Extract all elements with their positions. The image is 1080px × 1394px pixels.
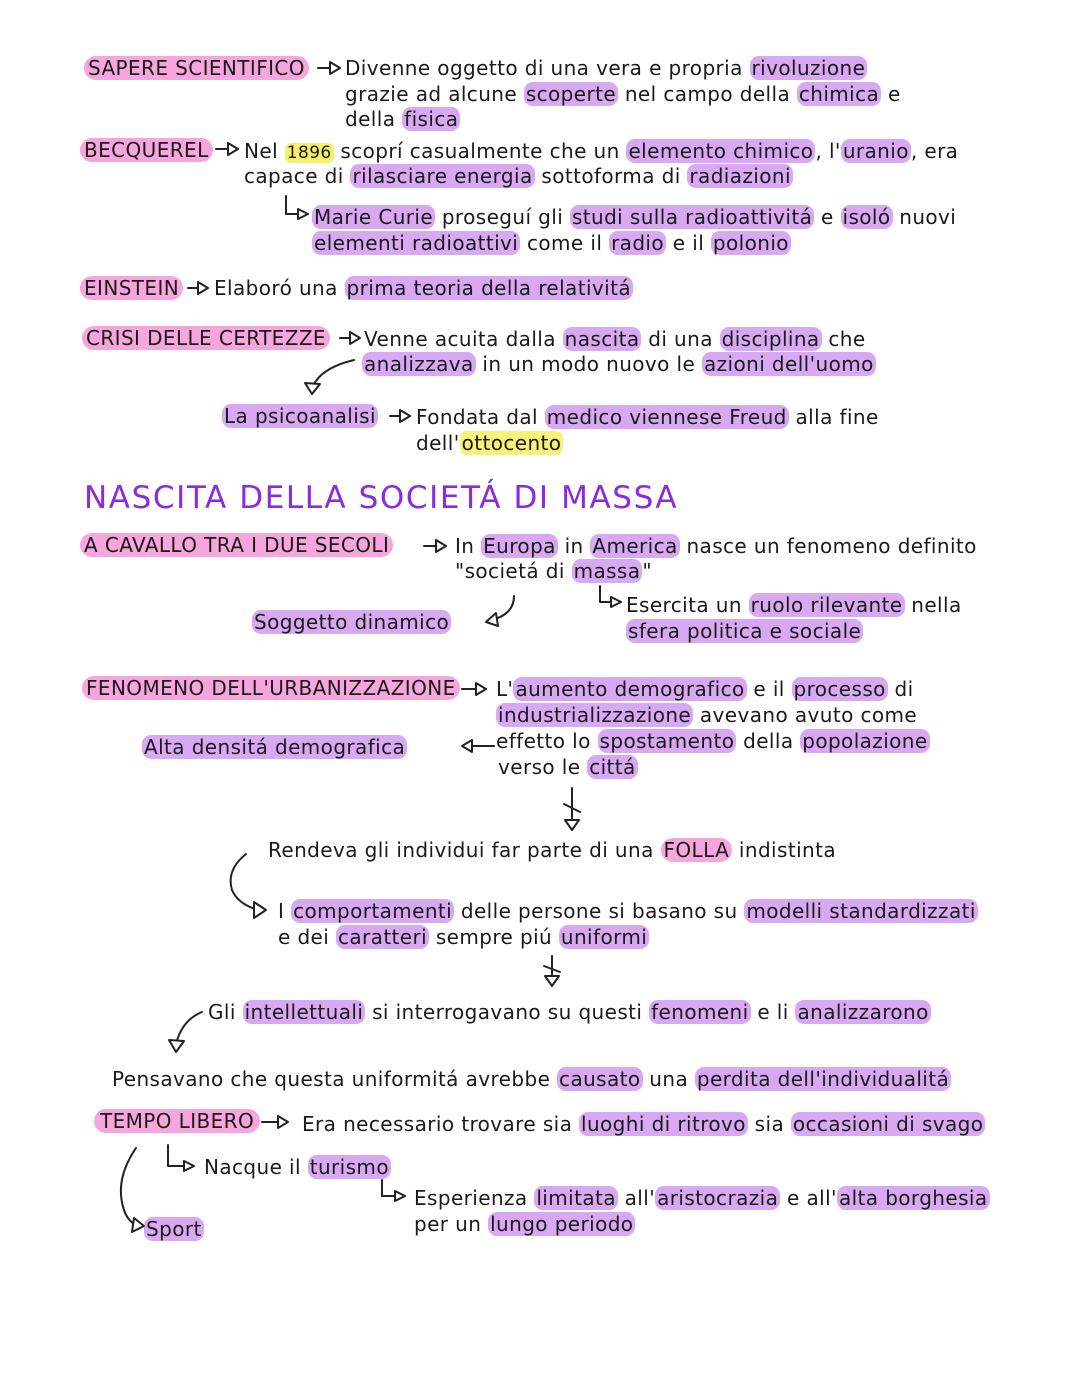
soggetto-dinamico: Soggetto dinamico — [254, 610, 450, 634]
arrow-right-icon — [262, 1116, 288, 1128]
turismo-line: Nacque il turismo — [204, 1155, 389, 1179]
arrow-right-icon — [424, 540, 446, 552]
section-title: NASCITA DELLA SOCIETÁ DI MASSA — [84, 480, 679, 516]
arrow-left-icon — [486, 596, 514, 626]
arrow-left-icon — [462, 740, 494, 752]
label-urbanizzazione: FENOMENO DELL'URBANIZZAZIONE — [82, 675, 460, 701]
curved-arrow-icon — [169, 1012, 202, 1052]
arrow-right-icon — [390, 410, 410, 422]
label-sapere-scientifico: SAPERE SCIENTIFICO — [84, 55, 309, 81]
psicoanalisi-line-2: dell' ottocento — [416, 431, 562, 455]
esperienza-line-2: per un lungo periodo — [414, 1212, 634, 1236]
hook-arrow-icon — [382, 1180, 405, 1201]
arrow-right-icon — [188, 282, 208, 294]
crisi-line-2: analizzava in un modo nuovo le azioni dell'uomo — [364, 352, 874, 376]
comportamenti-line-2: e dei caratteri sempre piú uniformi — [278, 925, 648, 949]
curved-arrow-icon — [305, 360, 354, 394]
urban-line-2: industrializzazione avevano avuto come — [498, 703, 918, 727]
urban-line-1: L' aumento demografico e il processo di — [496, 677, 914, 701]
bracket-arrow-icon — [231, 854, 266, 918]
label-becquerel: BECQUEREL — [80, 137, 213, 163]
bracket-arrow-icon — [121, 1148, 144, 1232]
arrow-right-icon — [462, 683, 486, 695]
arrow-right-icon — [216, 143, 238, 155]
crisi-line-1: Venne acuita dalla nascita di una disciplina che — [364, 327, 866, 351]
arrow-down-icon — [564, 788, 580, 830]
urban-line-3: effetto lo spostamento della popolazione — [496, 729, 928, 753]
ruolo-line-2: sfera politica e sociale — [628, 619, 862, 643]
sport-label: Sport — [146, 1217, 202, 1241]
comportamenti-line-1: I comportamenti delle persone si basano su modelli standardizzati — [278, 899, 976, 923]
arrow-down-icon — [544, 956, 560, 986]
cavallo-line-1: In Europa in America nasce un fenomeno definito — [455, 534, 977, 558]
psicoanalisi-label: La psicoanalisi — [224, 404, 376, 428]
ruolo-line-1: Esercita un ruolo rilevante nella — [626, 593, 962, 617]
arrow-right-icon — [340, 332, 360, 344]
esperienza-line-1: Esperienza limitata all' aristocrazia e all' alta borghesia — [414, 1186, 988, 1210]
hook-arrow-icon — [168, 1145, 194, 1171]
becquerel-line-2: capace di rilasciare energia sottoforma di radiazioni — [244, 164, 791, 188]
intellettuali-line: Gli intellettuali si interrogavano su questi fenomeni e li analizzarono — [208, 1000, 929, 1024]
tempo-line-1: Era necessario trovare sia luoghi di ritrovo sia occasioni di svago — [302, 1112, 984, 1136]
sapere-line-1: Divenne oggetto di una vera e propria rivoluzione — [345, 56, 866, 80]
uniformita-line: Pensavano che questa uniformitá avrebbe causato una perdita dell'individualitá — [112, 1067, 950, 1091]
becquerel-line-1: Nel 1896 scoprí casualmente che un elemento chimico , l' uranio , era — [244, 139, 959, 163]
curie-line-1: Marie Curie proseguí gli studi sulla radioattivitá e isoló nuovi — [314, 205, 957, 229]
label-einstein: EINSTEIN — [80, 275, 183, 301]
arrow-right-icon — [318, 62, 340, 74]
label-crisi-certezze: CRISI DELLE CERTEZZE — [82, 325, 330, 351]
label-tempo-libero: TEMPO LIBERO — [94, 1108, 260, 1134]
hook-arrow-icon — [286, 196, 308, 219]
einstein-line: Elaboró una prima teoria della relativitá — [214, 276, 631, 300]
alta-densita: Alta densitá demografica — [144, 735, 406, 759]
psicoanalisi-line-1: Fondata dal medico viennese Freud alla fine — [416, 405, 879, 429]
label-cavallo-due-secoli: A CAVALLO TRA I DUE SECOLI — [80, 532, 393, 558]
sapere-line-3: della fisica — [345, 107, 459, 131]
hook-arrow-icon — [600, 586, 621, 607]
sapere-line-2: grazie ad alcune scoperte nel campo della chimica e — [345, 82, 901, 106]
curie-line-2: elementi radioattivi come il radio e il polonio — [314, 231, 789, 255]
urban-line-4: verso le cittá — [498, 755, 636, 779]
folla-line: Rendeva gli individui far parte di una FOLLA indistinta — [268, 838, 837, 862]
cavallo-line-2: "societá di massa " — [455, 559, 653, 583]
